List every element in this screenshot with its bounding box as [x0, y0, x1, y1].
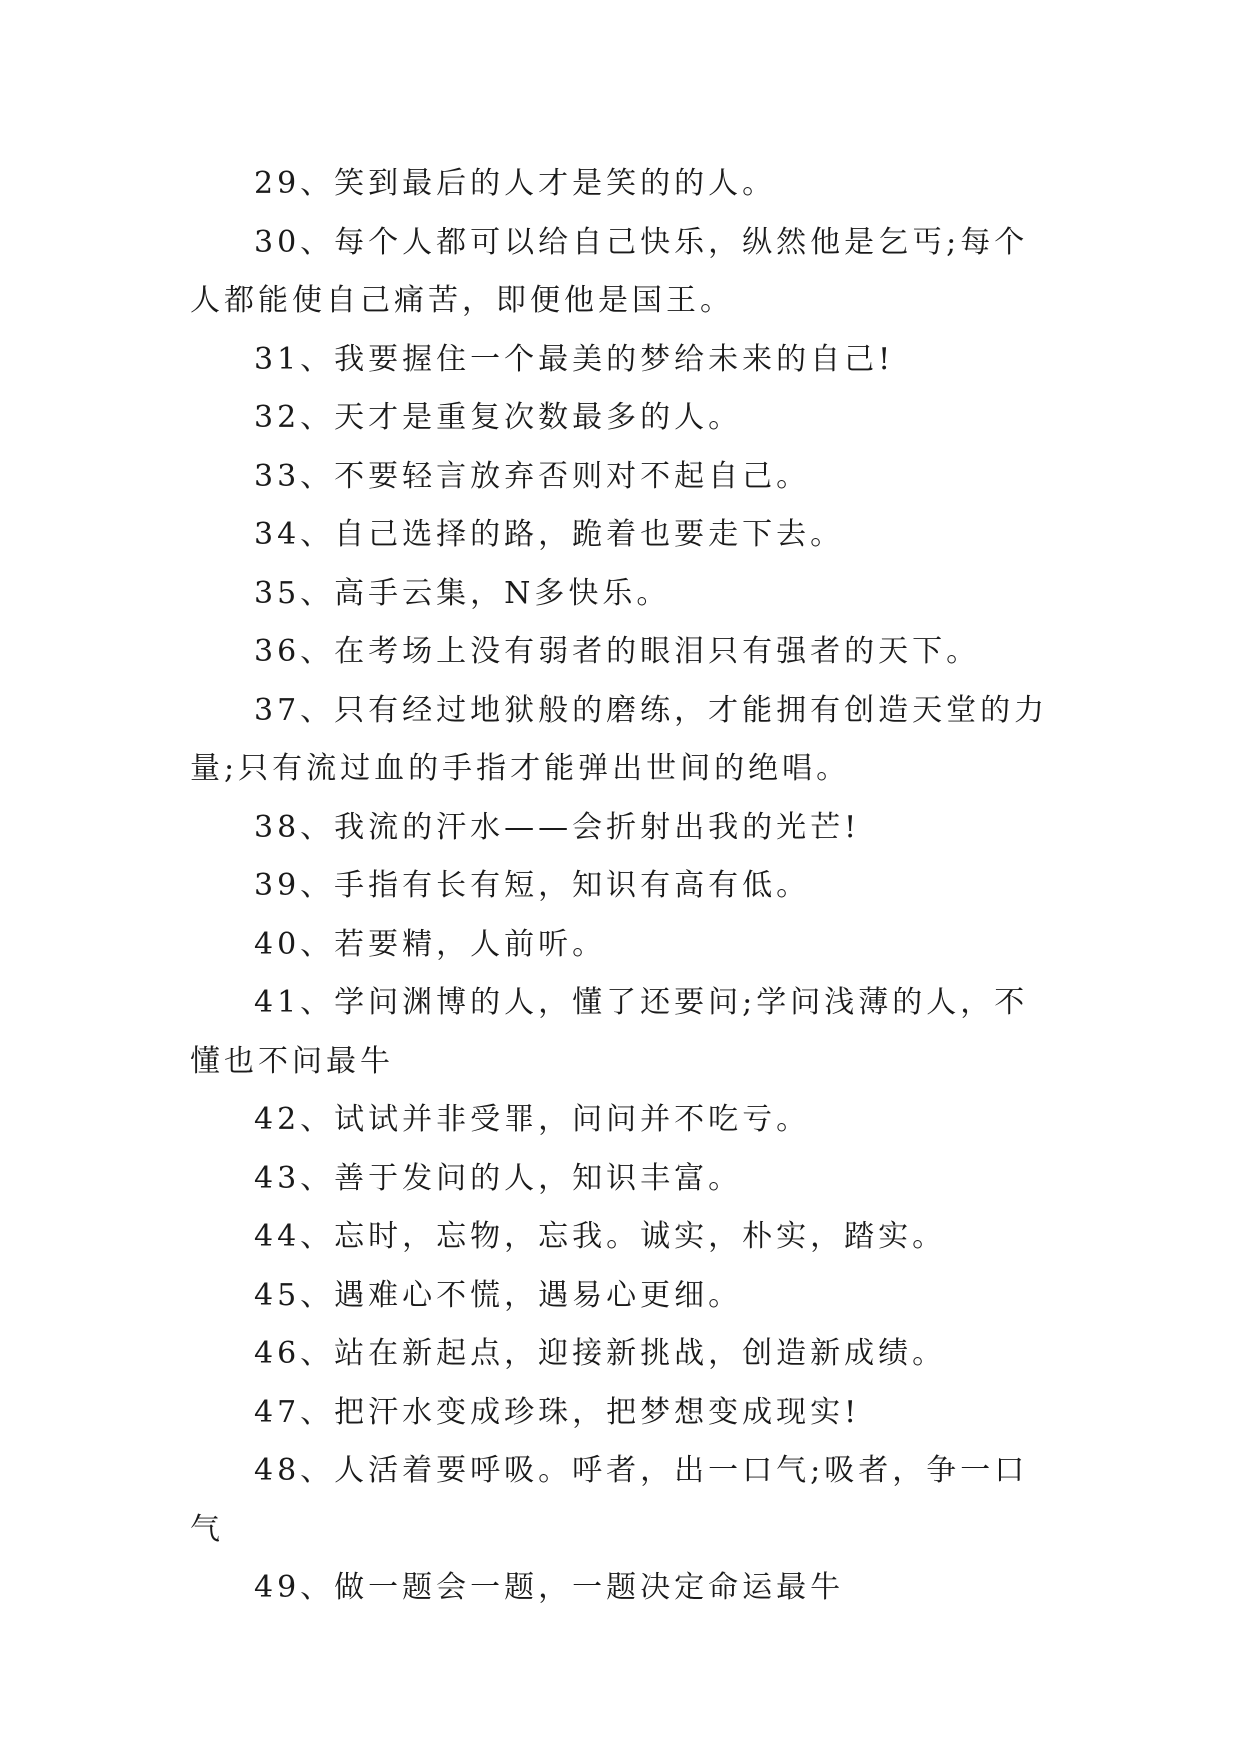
- paragraph-34: 34、自己选择的路，跪着也要走下去。: [254, 517, 845, 552]
- paragraph-48: 48、人活着要呼吸。呼者，出一口气;吸者，争一口气: [190, 1453, 1029, 1547]
- paragraph-42: 42、试试并非受罪，问问并不吃亏。: [254, 1102, 811, 1137]
- paragraph-37: 37、只有经过地狱般的磨练，才能拥有创造天堂的力量;只有流过血的手指才能弹出世间的绝唱。: [190, 692, 1049, 786]
- paragraph-32: 32、天才是重复次数最多的人。: [254, 400, 743, 435]
- paragraph-40: 40、若要精，人前听。: [254, 926, 607, 962]
- paragraph-35: 35、高手云集，N多快乐。: [254, 575, 671, 611]
- paragraph-47: 47、把汗水变成珍珠，把梦想变成现实!: [254, 1394, 861, 1430]
- paragraph-44: 44、忘时，忘物，忘我。诚实，朴实，踏实。: [254, 1219, 947, 1254]
- paragraph-29: 29、笑到最后的人才是笑的的人。: [254, 166, 777, 201]
- paragraph-31: 31、我要握住一个最美的梦给未来的自己!: [254, 341, 895, 377]
- paragraph-49: 49、做一题会一题，一题决定命运最牛: [254, 1570, 845, 1605]
- paragraph-39: 39、手指有长有短，知识有高有低。: [254, 868, 811, 903]
- paragraph-46: 46、站在新起点，迎接新挑战，创造新成绩。: [254, 1336, 947, 1371]
- paragraph-43: 43、善于发问的人，知识丰富。: [254, 1160, 743, 1196]
- paragraph-45: 45、遇难心不慌，遇易心更细。: [254, 1277, 743, 1313]
- paragraph-33: 33、不要轻言放弃否则对不起自己。: [254, 458, 811, 494]
- paragraph-36: 36、在考场上没有弱者的眼泪只有强者的天下。: [254, 634, 981, 669]
- paragraph-41: 41、学问渊博的人，懂了还要问;学问浅薄的人，不懂也不问最牛: [190, 985, 1029, 1079]
- paragraph-38: 38、我流的汗水——会折射出我的光芒!: [254, 809, 861, 845]
- paragraph-30: 30、每个人都可以给自己快乐，纵然他是乞丐;每个人都能使自己痛苦，即便他是国王。: [190, 224, 1029, 318]
- document-body: [190, 155, 1050, 1618]
